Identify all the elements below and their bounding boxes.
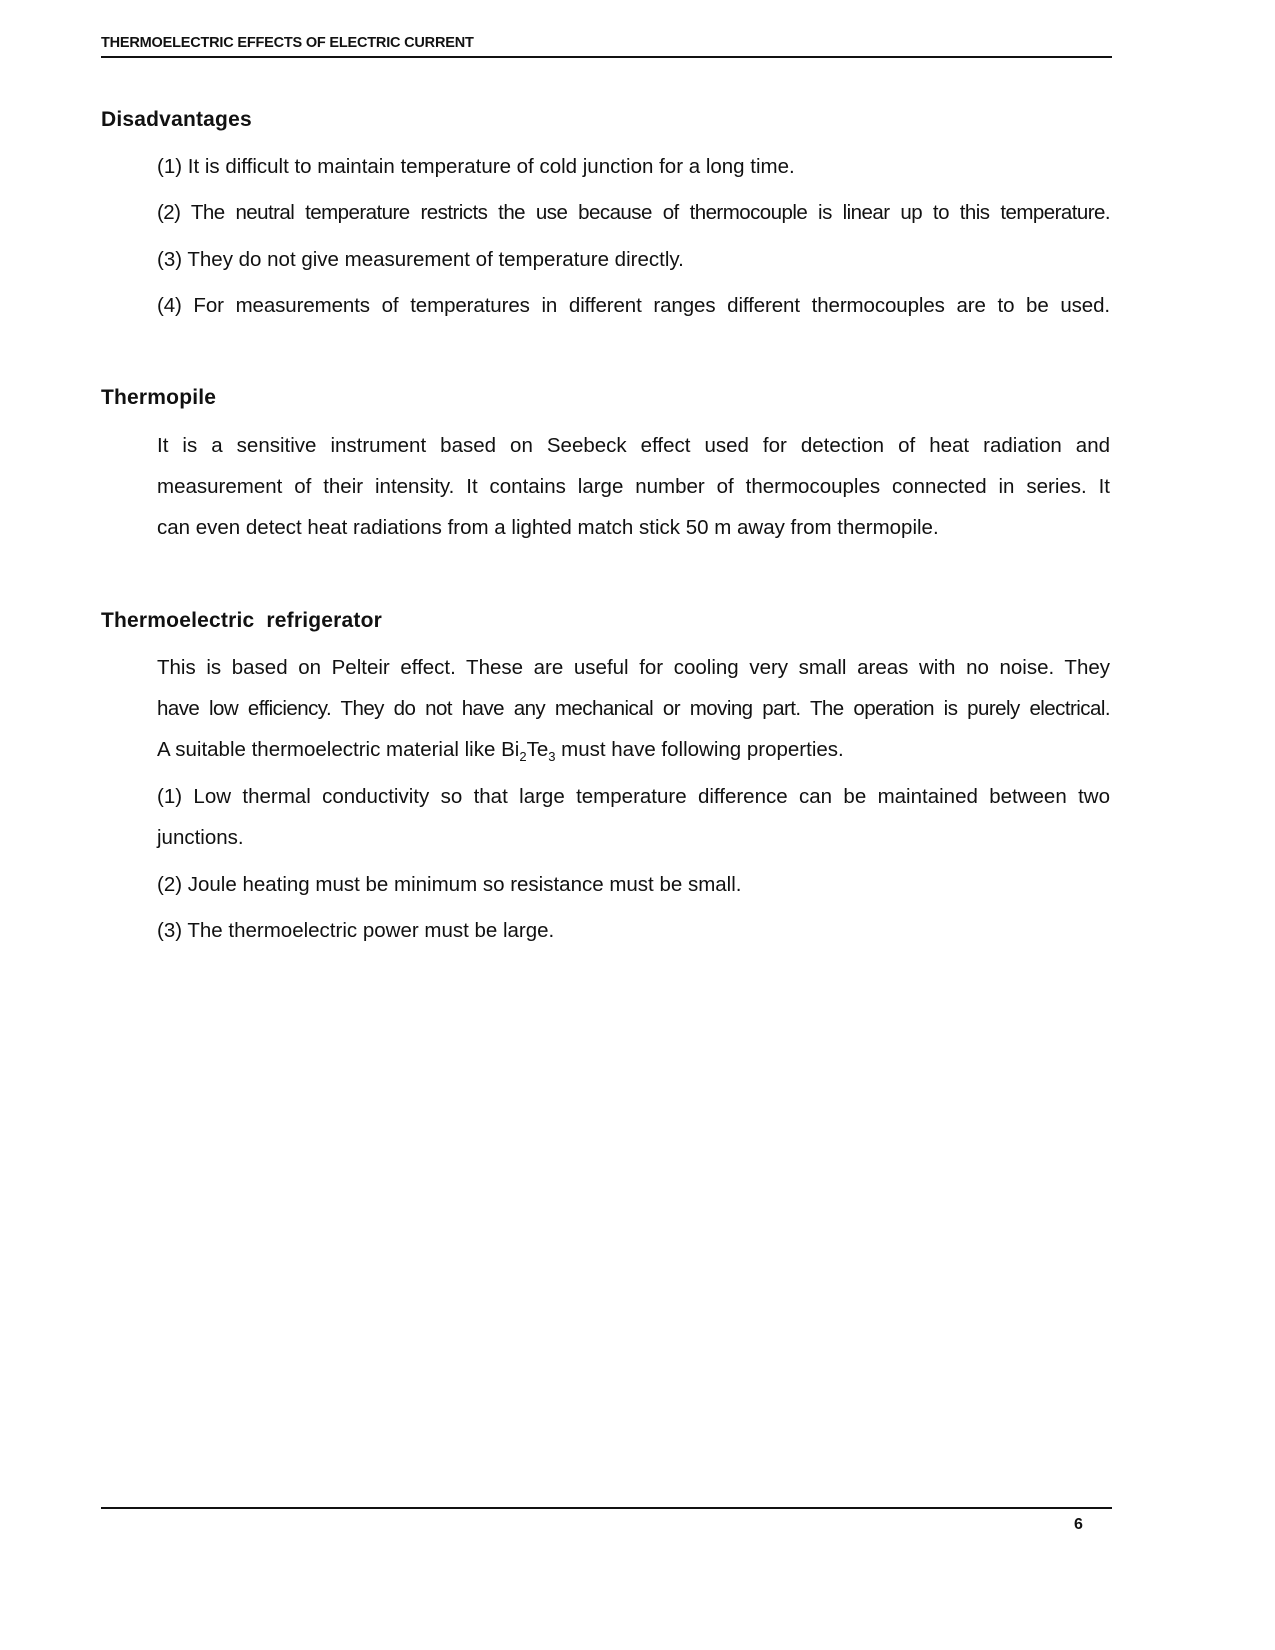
property-item: (3) The thermoelectric power must be large.	[157, 919, 555, 942]
disadvantage-item: (3) They do not give measurement of temperature directly.	[157, 248, 684, 271]
disadvantages-heading: Disadvantages	[101, 108, 252, 131]
thermopile-text-line: can even detect heat radiations from a lighted match stick 50 m away from thermopile.	[157, 516, 939, 539]
property-item-continuation: junctions.	[157, 826, 244, 849]
refrigerator-heading: Thermoelectric refrigerator	[101, 609, 383, 632]
material-line	[157, 738, 844, 762]
refrigerator-text-line: This is based on Pelteir effect. These are useful for cooling very small areas with no noise. They	[157, 656, 1110, 679]
bismuth-symbol: Bi	[501, 738, 520, 761]
running-header: THERMOELECTRIC EFFECTS OF ELECTRIC CURRENT	[101, 35, 474, 51]
disadvantage-item: (4) For measurements of temperatures in different ranges different thermocouples are to be used.	[157, 294, 1110, 317]
disadvantage-item: (2) The neutral temperature restricts the use because of thermocouple is linear up to this temperature.	[157, 201, 1110, 224]
page-number: 6	[1074, 1516, 1083, 1533]
material-suffix: must have following properties.	[555, 738, 844, 761]
footer-rule	[101, 1507, 1112, 1509]
header-rule	[101, 56, 1112, 58]
thermopile-text-line: It is a sensitive instrument based on Seebeck effect used for detection of heat radiation and	[157, 434, 1110, 457]
property-item: (1) Low thermal conductivity so that large temperature difference can be maintained between two	[157, 785, 1110, 808]
tellurium-subscript: 3	[548, 749, 556, 764]
refrigerator-text-line: have low efficiency. They do not have any mechanical or moving part. The operation is purely electrical.	[157, 697, 1110, 720]
bismuth-subscript: 2	[519, 749, 527, 764]
tellurium-symbol: Te	[526, 738, 549, 761]
disadvantage-item: (1) It is difficult to maintain temperature of cold junction for a long time.	[157, 155, 795, 178]
thermopile-heading: Thermopile	[101, 386, 217, 409]
material-prefix: A suitable thermoelectric material like	[157, 738, 502, 761]
property-item: (2) Joule heating must be minimum so resistance must be small.	[157, 873, 742, 896]
thermopile-text-line: measurement of their intensity. It contains large number of thermocouples connected in series. It	[157, 475, 1110, 498]
